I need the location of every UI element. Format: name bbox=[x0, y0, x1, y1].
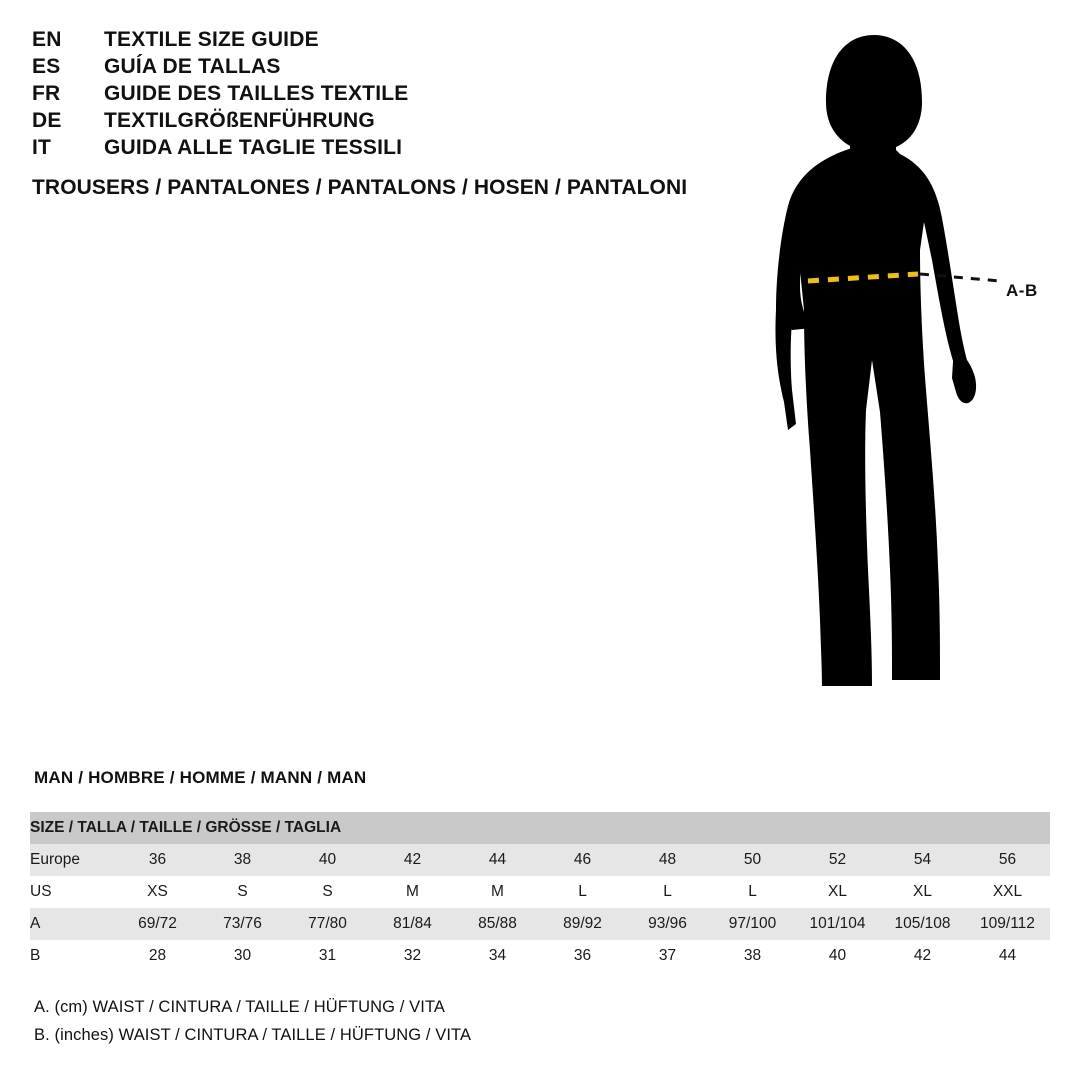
table-cell: 40 bbox=[285, 844, 370, 876]
language-row bbox=[32, 28, 712, 52]
table-cell: 81/84 bbox=[370, 908, 455, 940]
header-block bbox=[32, 28, 712, 200]
row-label: A bbox=[30, 908, 115, 940]
table-cell: 38 bbox=[710, 940, 795, 972]
table-cell: 37 bbox=[625, 940, 710, 972]
table-cell: 77/80 bbox=[285, 908, 370, 940]
language-title: GUIDA ALLE TAGLIE TESSILI bbox=[104, 136, 403, 159]
language-code: IT bbox=[32, 136, 52, 159]
table-cell: 34 bbox=[455, 940, 540, 972]
footnote-a: A. (cm) WAIST / CINTURA / TAILLE / HÜFTUNG / VITA bbox=[34, 998, 446, 1016]
table-cell: L bbox=[540, 876, 625, 908]
size-table-wrap bbox=[30, 812, 1050, 972]
table-cell: 28 bbox=[115, 940, 200, 972]
table-cell: 44 bbox=[455, 844, 540, 876]
table-cell: 32 bbox=[370, 940, 455, 972]
table-cell: 89/92 bbox=[540, 908, 625, 940]
table-cell: 105/108 bbox=[880, 908, 965, 940]
table-cell: 42 bbox=[370, 844, 455, 876]
table-cell: 69/72 bbox=[115, 908, 200, 940]
language-title: GUÍA DE TALLAS bbox=[104, 55, 281, 78]
table-row bbox=[30, 844, 1050, 876]
table-cell: 73/76 bbox=[200, 908, 285, 940]
table-cell: 30 bbox=[200, 940, 285, 972]
table-cell: XS bbox=[115, 876, 200, 908]
language-title: TEXTILGRÖßENFÜHRUNG bbox=[104, 109, 375, 132]
row-label: B bbox=[30, 940, 115, 972]
table-cell: 36 bbox=[115, 844, 200, 876]
table-row bbox=[30, 908, 1050, 940]
language-title: GUIDE DES TAILLES TEXTILE bbox=[104, 82, 409, 105]
language-code: FR bbox=[32, 82, 61, 105]
table-cell: 54 bbox=[880, 844, 965, 876]
table-cell: 40 bbox=[795, 940, 880, 972]
table-cell: M bbox=[455, 876, 540, 908]
measurement-label-a-b: A-B bbox=[1006, 281, 1038, 300]
footnote-b: B. (inches) WAIST / CINTURA / TAILLE / HÜFTUNG / VITA bbox=[34, 1026, 472, 1044]
table-cell: S bbox=[200, 876, 285, 908]
silhouette-shape bbox=[775, 35, 976, 686]
row-label: Europe bbox=[30, 844, 115, 876]
table-cell: L bbox=[625, 876, 710, 908]
table-cell: 31 bbox=[285, 940, 370, 972]
language-title: TEXTILE SIZE GUIDE bbox=[104, 28, 319, 51]
table-row bbox=[30, 940, 1050, 972]
table-cell: XL bbox=[795, 876, 880, 908]
table-cell: XL bbox=[880, 876, 965, 908]
garment-type-line: TROUSERS / PANTALONES / PANTALONS / HOSEN / PANTALONI bbox=[32, 176, 688, 199]
table-cell: 38 bbox=[200, 844, 285, 876]
table-cell: S bbox=[285, 876, 370, 908]
table-cell: 85/88 bbox=[455, 908, 540, 940]
male-silhouette-figure bbox=[700, 10, 1080, 720]
table-cell: 48 bbox=[625, 844, 710, 876]
language-code: ES bbox=[32, 55, 61, 78]
table-row bbox=[30, 876, 1050, 908]
table-cell: XXL bbox=[965, 876, 1050, 908]
size-table bbox=[30, 812, 1050, 972]
row-label: US bbox=[30, 876, 115, 908]
language-code: DE bbox=[32, 109, 62, 132]
table-cell: 46 bbox=[540, 844, 625, 876]
language-row bbox=[32, 55, 712, 79]
table-cell: 101/104 bbox=[795, 908, 880, 940]
language-code: EN bbox=[32, 28, 62, 51]
table-cell: 52 bbox=[795, 844, 880, 876]
table-header-row bbox=[30, 812, 1050, 844]
table-cell: 56 bbox=[965, 844, 1050, 876]
table-cell: 50 bbox=[710, 844, 795, 876]
table-section-title: MAN / HOMBRE / HOMME / MANN / MAN bbox=[34, 768, 367, 787]
footnotes-block bbox=[34, 998, 471, 1054]
table-cell: 36 bbox=[540, 940, 625, 972]
table-header-label: SIZE / TALLA / TAILLE / GRÖSSE / TAGLIA bbox=[30, 812, 1050, 844]
language-row bbox=[32, 136, 712, 160]
table-cell: 44 bbox=[965, 940, 1050, 972]
table-cell: 97/100 bbox=[710, 908, 795, 940]
table-cell: 42 bbox=[880, 940, 965, 972]
table-cell: 109/112 bbox=[965, 908, 1050, 940]
language-row bbox=[32, 82, 712, 106]
table-cell: L bbox=[710, 876, 795, 908]
language-row bbox=[32, 109, 712, 133]
table-cell: 93/96 bbox=[625, 908, 710, 940]
table-cell: M bbox=[370, 876, 455, 908]
